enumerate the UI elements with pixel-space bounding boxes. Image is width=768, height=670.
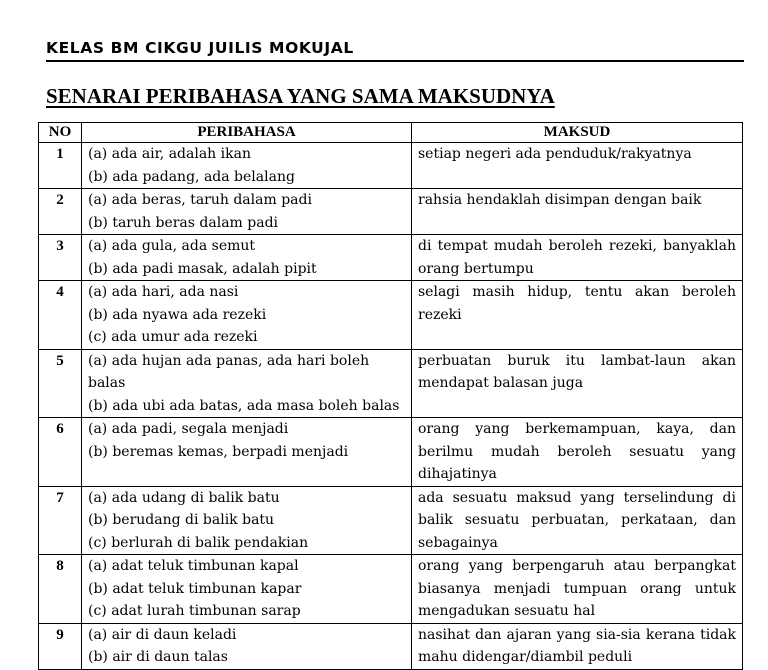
row-number: 2 <box>39 189 82 235</box>
maksud-cell: setiap negeri ada penduduk/rakyatnya <box>412 143 743 189</box>
table-row <box>39 349 743 418</box>
peribahasa-line: (b) beremas kemas, berpadi menjadi <box>88 443 349 460</box>
peribahasa-line: (b) air di daun talas <box>88 649 228 665</box>
peribahasa-line: (c) adat lurah timbunan sarap <box>88 603 301 619</box>
row-number: 1 <box>39 143 82 189</box>
table-row <box>39 189 743 235</box>
peribahasa-cell <box>82 555 412 624</box>
maksud-cell: di tempat mudah beroleh rezeki, banyaklah orang bertumpu <box>412 235 743 281</box>
peribahasa-line: (b) berudang di balik batu <box>88 512 275 528</box>
peribahasa-line: (a) ada beras, taruh dalam padi <box>88 192 312 208</box>
peribahasa-line: (c) ada umur ada rezeki <box>88 329 258 345</box>
peribahasa-cell <box>82 486 412 555</box>
peribahasa-line: (b) ada nyawa ada rezeki <box>88 306 267 323</box>
peribahasa-line: (b) ada ubi ada batas, ada masa boleh balas <box>88 397 400 414</box>
peribahasa-line: (a) ada gula, ada semut <box>88 238 256 254</box>
maksud-cell: ada sesuatu maksud yang terselindung di balik sesuatu perbuatan, perkataan, dan sebagainya <box>412 486 743 555</box>
peribahasa-line: (b) ada padi masak, adalah pipit <box>88 260 317 277</box>
peribahasa-line: (a) ada air, adalah ikan <box>88 146 251 162</box>
column-header-maksud: MAKSUD <box>412 123 743 143</box>
table-row <box>39 143 743 189</box>
peribahasa-line: (a) air di daun keladi <box>88 626 237 643</box>
row-number: 4 <box>39 281 82 350</box>
document-title: SENARAI PERIBAHASA YANG SAMA MAKSUDNYA <box>46 84 555 108</box>
row-number: 3 <box>39 235 82 281</box>
peribahasa-line: (a) ada udang di balik batu <box>88 489 280 506</box>
peribahasa-line: (c) berlurah di balik pendakian <box>88 534 309 551</box>
table-header-row <box>39 123 743 143</box>
column-header-no: NO <box>39 123 82 143</box>
table-row <box>39 555 743 624</box>
table-row <box>39 486 743 555</box>
peribahasa-line: balas <box>88 375 126 391</box>
maksud-cell: selagi masih hidup, tentu akan beroleh rezeki <box>412 281 743 350</box>
maksud-cell: perbuatan buruk itu lambat-laun akan mendapat balasan juga <box>412 349 743 418</box>
peribahasa-line: (a) adat teluk timbunan kapal <box>88 558 299 574</box>
peribahasa-line: (a) ada hujan ada panas, ada hari boleh <box>88 352 370 369</box>
peribahasa-cell <box>82 349 412 418</box>
peribahasa-cell <box>82 281 412 350</box>
peribahasa-cell <box>82 189 412 235</box>
row-number: 9 <box>39 623 82 669</box>
peribahasa-line: (b) adat teluk timbunan kapar <box>88 580 302 597</box>
peribahasa-line: (b) taruh beras dalam padi <box>88 214 279 231</box>
peribahasa-cell <box>82 143 412 189</box>
row-number: 7 <box>39 486 82 555</box>
row-number: 5 <box>39 349 82 418</box>
row-number: 8 <box>39 555 82 624</box>
maksud-cell: rahsia hendaklah disimpan dengan baik <box>412 189 743 235</box>
table-row <box>39 281 743 350</box>
table-row <box>39 235 743 281</box>
maksud-cell: orang yang berpengaruh atau berpangkat biasanya menjadi tumpuan orang untuk mengadukan sesuatu hal <box>412 555 743 624</box>
column-header-peribahasa: PERIBAHASA <box>82 123 412 143</box>
peribahasa-line: (a) ada hari, ada nasi <box>88 284 239 300</box>
class-header: KELAS BM CIKGU JUILIS MOKUJAL <box>46 38 744 62</box>
maksud-cell: nasihat dan ajaran yang sia-sia kerana tidak mahu didengar/diambil peduli <box>412 623 743 669</box>
peribahasa-cell <box>82 418 412 487</box>
peribahasa-table <box>38 122 743 670</box>
maksud-cell: orang yang berkemampuan, kaya, dan berilmu mudah beroleh sesuatu yang dihajatinya <box>412 418 743 487</box>
row-number: 6 <box>39 418 82 487</box>
peribahasa-cell <box>82 235 412 281</box>
peribahasa-line: (b) ada padang, ada belalang <box>88 168 295 185</box>
peribahasa-line: (a) ada padi, segala menjadi <box>88 421 289 437</box>
table-row <box>39 418 743 487</box>
